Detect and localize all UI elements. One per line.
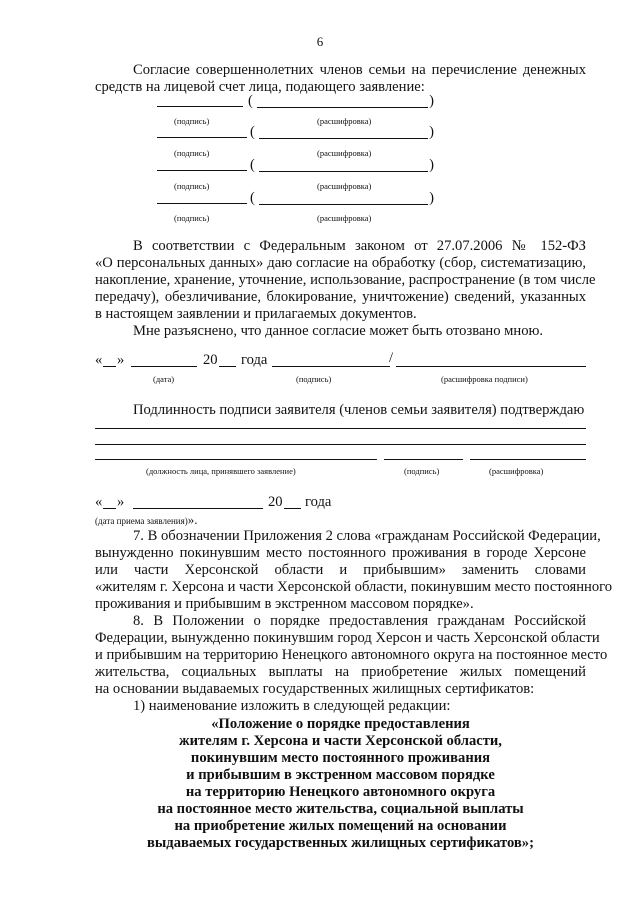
date-month-line	[131, 366, 197, 367]
authenticity-statement: Подлинность подписи заявителя (членов семьи заявителя) подтверждаю	[133, 402, 585, 418]
authenticity-line-2	[95, 444, 586, 445]
date-year-prefix: 20	[203, 352, 218, 368]
decode-bracket: ( )	[250, 124, 434, 140]
item8-line-5: на основании выдаваемых государственных жилищных сертификатов:	[95, 681, 535, 697]
authenticity-position-line	[95, 459, 377, 460]
decode-line	[259, 138, 428, 139]
item7-line-5: проживания и прибывшим в экстренном массовом порядке».	[95, 596, 474, 612]
signature-line	[157, 170, 247, 171]
sign-label: (подпись)	[174, 116, 210, 126]
title-line-5: на территорию Ненецкого автономного округа	[185, 784, 496, 800]
date-year-line	[219, 366, 236, 367]
signature-line	[157, 137, 247, 138]
receipt-label-text: (дата приема заявления)	[95, 516, 188, 526]
sign-label: (подпись)	[174, 213, 210, 223]
date-decode-label: (расшифровка подписи)	[441, 374, 528, 384]
decode-line	[259, 204, 428, 205]
date-decode-line	[396, 366, 586, 367]
receipt-year-line	[284, 508, 301, 509]
law-paragraph-line-5: в настоящем заявлении и прилагаемых документов.	[95, 306, 417, 322]
receipt-year-prefix: 20	[268, 494, 283, 510]
item8-line-4: жительства, социальных выплаты на приобретение жилых помещений	[95, 664, 586, 680]
title-line-4: и прибывшим в экстренном массовом порядке	[186, 767, 495, 783]
receipt-month-line	[133, 508, 263, 509]
item8-line-3: и прибывшим на территорию Ненецкого автономного округа на постоянное место	[95, 647, 608, 663]
consent-intro-line-1: Согласие совершеннолетних членов семьи на перечисление денежных	[133, 62, 586, 78]
receipt-quote-open: «	[95, 494, 103, 510]
decode-label: (расшифровка)	[317, 181, 372, 191]
date-sign-line	[272, 366, 390, 367]
decode-label: (расшифровка)	[317, 116, 372, 126]
sign-label: (подпись)	[174, 181, 210, 191]
subitem-1: 1) наименование изложить в следующей редакции:	[133, 698, 451, 714]
authenticity-sign-line	[384, 459, 463, 460]
decode-label: (расшифровка)	[317, 213, 372, 223]
item8-line-2: Федерации, вынужденно покинувшим город Херсон и часть Херсонской области	[95, 630, 600, 646]
receipt-quote-close: »	[117, 494, 125, 510]
item7-line-1: 7. В обозначении Приложения 2 слова «гражданам Российской Федерации,	[133, 528, 601, 544]
receipt-label	[95, 514, 197, 527]
item7-line-3: или части Херсонской области и прибывшим» заменить словами	[95, 562, 586, 578]
position-label: (должность лица, принявшего заявление)	[146, 466, 296, 476]
decode-bracket: ( )	[248, 93, 434, 109]
title-line-7: на приобретение жилых помещений на основании	[174, 818, 507, 834]
date-label: (дата)	[153, 374, 175, 384]
date-quote-open: «	[95, 352, 103, 368]
law-paragraph-line-4: передачу), обезличивание, блокирование, уничтожение) сведений, указанных	[95, 289, 586, 305]
item7-line-2: вынужденно покинувшим место постоянного проживания в городе Херсоне	[95, 545, 586, 561]
law-paragraph-line-3: накопление, хранение, уточнение, использование, распространение (в том числе	[95, 272, 596, 288]
auth-decode-label: (расшифровка)	[489, 466, 544, 476]
receipt-day-line	[103, 508, 116, 509]
decode-bracket: ( )	[250, 157, 434, 173]
signature-line	[157, 203, 247, 204]
item8-line-1: 8. В Положении о порядке предоставления гражданам Российской	[133, 613, 586, 629]
receipt-close-quote: ».	[187, 512, 198, 527]
decode-line	[257, 107, 428, 108]
date-sign-label: (подпись)	[296, 374, 332, 384]
law-paragraph-line-1: В соответствии с Федеральным законом от 27.07.2006 № 152-ФЗ	[133, 238, 586, 254]
decode-line	[259, 171, 428, 172]
title-line-6: на постоянное место жительства, социальной выплаты	[157, 801, 524, 817]
title-line-2: жителям г. Херсона и части Херсонской области,	[179, 733, 502, 749]
auth-sign-label: (подпись)	[404, 466, 440, 476]
title-line-8: выдаваемых государственных жилищных сертификатов»;	[147, 835, 534, 851]
consent-intro-line-2: средств на лицевой счет лица, подающего заявление:	[95, 79, 425, 95]
authenticity-line-1	[95, 428, 586, 429]
item7-line-4: «жителям г. Херсона и части Херсонской области, покинувшим место постоянного	[95, 579, 613, 595]
page-number: 6	[316, 34, 324, 49]
date-slash: /	[389, 350, 394, 366]
date-day-line	[103, 366, 116, 367]
revocable-statement: Мне разъяснено, что данное согласие может быть отозвано мною.	[133, 323, 544, 339]
receipt-year-word: года	[305, 494, 332, 510]
authenticity-decode-line	[470, 459, 586, 460]
title-line-3: покинувшим место постоянного проживания	[190, 750, 491, 766]
law-paragraph-line-2: «О персональных данных» даю согласие на обработку (сбор, систематизацию,	[95, 255, 586, 271]
sign-label: (подпись)	[174, 148, 210, 158]
signature-line	[157, 106, 243, 107]
decode-label: (расшифровка)	[317, 148, 372, 158]
decode-bracket: ( )	[250, 190, 434, 206]
date-quote-close: »	[117, 352, 125, 368]
title-line-1: «Положение о порядке предоставления	[211, 716, 470, 732]
date-year-word: года	[241, 352, 268, 368]
